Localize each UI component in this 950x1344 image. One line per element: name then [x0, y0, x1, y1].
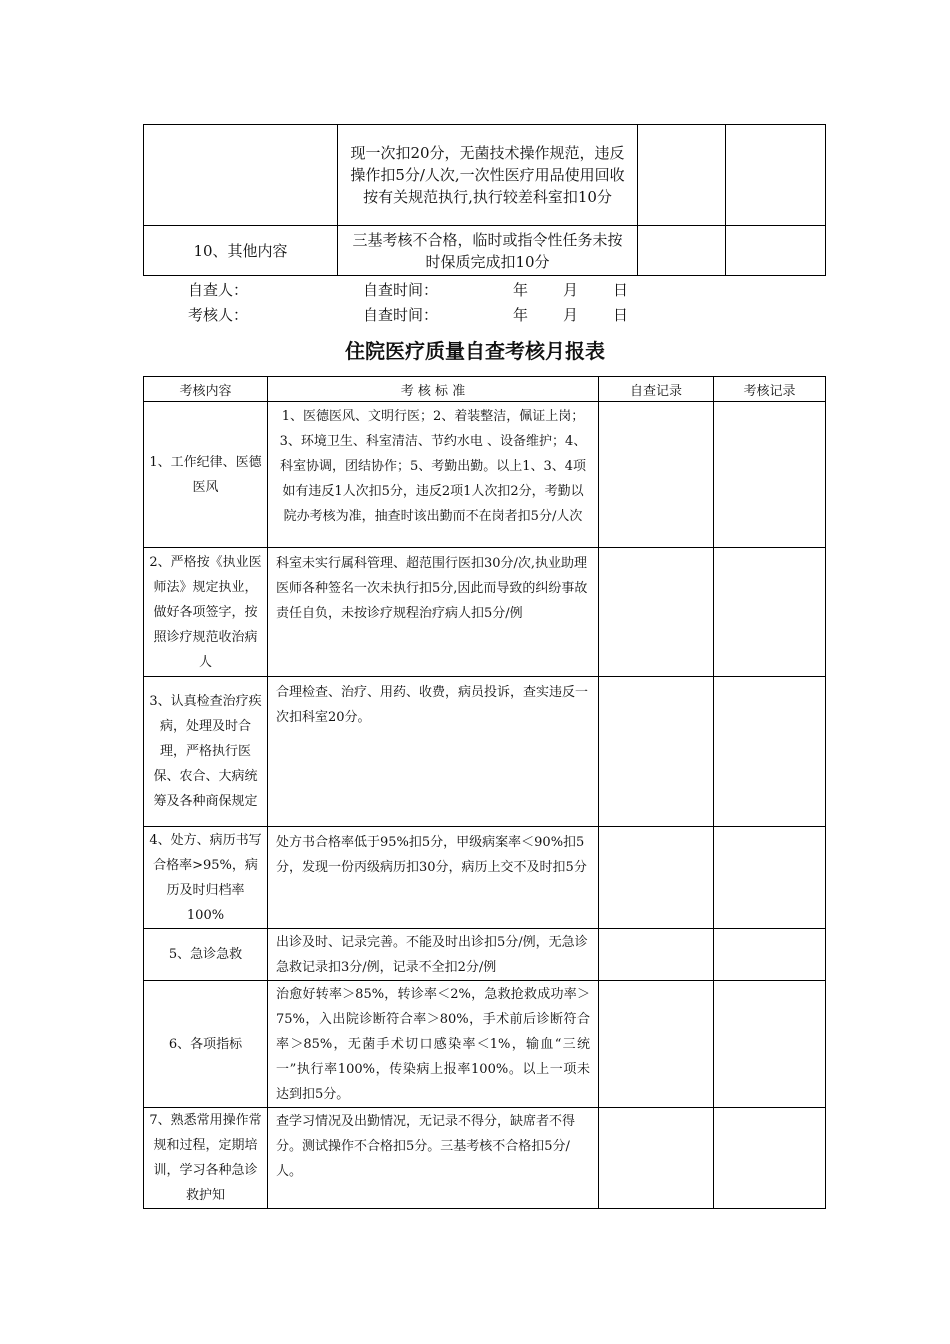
header-assessment-criteria: 考 核 标 准: [268, 377, 599, 402]
item-cell: 1、工作纪律、医德医风: [144, 402, 268, 548]
item-cell: 2、严格按《执业医师法》规定执业，做好各项签字，按照诊疗规范收治病人: [144, 548, 268, 677]
criteria-cell: 合理检查、治疗、用药、收费，病员投诉，查实违反一次扣科室20分。: [268, 677, 599, 827]
review-cell[interactable]: [714, 1108, 826, 1209]
criteria-cell: 科室未实行属科管理、超范围行医扣30分/次,执业助理医师各种签名一次未执行扣5分,因此而导致的纠纷事故责任自负，未按诊疗规程治疗病人扣5分/例: [268, 548, 599, 677]
reviewer-label: 考核人：: [188, 306, 249, 324]
review-cell[interactable]: [714, 402, 826, 548]
review-cell[interactable]: [714, 548, 826, 677]
table-row: [144, 827, 826, 929]
self-checker-label: 自查人：: [188, 281, 249, 299]
review-cell[interactable]: [726, 125, 826, 226]
header-assessment-content: 考核内容: [144, 377, 268, 402]
self-check-cell[interactable]: [599, 929, 714, 981]
report-title: 住院医疗质量自查考核月报表: [345, 339, 605, 363]
self-check-cell[interactable]: [599, 402, 714, 548]
review-cell[interactable]: [714, 677, 826, 827]
table-row: [144, 1108, 826, 1209]
item-cell: 5、急诊急救: [144, 929, 268, 981]
table-row: [144, 677, 826, 827]
criteria-cell: 三基考核不合格，临时或指令性任务未按时保质完成扣10分: [338, 226, 638, 276]
self-check-cell[interactable]: [599, 827, 714, 929]
previous-page-table: [143, 124, 826, 276]
item-cell: 7、熟悉常用操作常规和过程，定期培训，学习各种急诊救护知: [144, 1108, 268, 1209]
review-cell[interactable]: [714, 929, 826, 981]
self-check-cell[interactable]: [599, 981, 714, 1108]
table-row: [144, 981, 826, 1108]
item-cell: 4、处方、病历书写合格率>95%，病历及时归档率100%: [144, 827, 268, 929]
table-row: [144, 125, 826, 226]
item-cell: 3、认真检查治疗疾病，处理及时合理，严格执行医保、农合、大病统筹及各种商保规定: [144, 677, 268, 827]
review-cell[interactable]: [726, 226, 826, 276]
month-label: 月: [563, 306, 579, 324]
criteria-cell: 1、医德医风、文明行医；2、着装整洁，佩证上岗；3、环境卫生、科室清洁、节约水电 、设备维护；4、科室协调，团结协作；5、考勤出勤。以上1、3、4项如有违反1人次扣5分，违反2项1人次扣2分，考勤以院办考核为准，抽查时该出勤而不在岗者扣5分/人次: [268, 402, 599, 548]
table-row: [144, 402, 826, 548]
criteria-cell: 出诊及时、记录完善。不能及时出诊扣5分/例，无急诊急救记录扣3分/例，记录不全扣2分/例: [268, 929, 599, 981]
self-check-cell[interactable]: [599, 548, 714, 677]
table-row: [144, 226, 826, 276]
criteria-cell: 治愈好转率＞85%，转诊率＜2%，急救抢救成功率＞75%，入出院诊断符合率＞80%，手术前后诊断符合率＞85%，无菌手术切口感染率＜1%，输血“三统一”执行率100%，传染病上报率100%。以上一项未达到扣5分。: [268, 981, 599, 1108]
item-cell: 6、各项指标: [144, 981, 268, 1108]
day-label: 日: [613, 281, 629, 299]
self-check-cell[interactable]: [638, 125, 726, 226]
header-self-check-record: 自查记录: [599, 377, 714, 402]
review-cell[interactable]: [714, 827, 826, 929]
table-row: [144, 548, 826, 677]
self-check-time-label: 自查时间：: [363, 281, 439, 299]
self-check-cell[interactable]: [599, 1108, 714, 1209]
year-label: 年: [513, 281, 529, 299]
item-cell: [144, 125, 338, 226]
criteria-cell: 处方书合格率低于95%扣5分，甲级病案率＜90%扣5分，发现一份丙级病历扣30分，病历上交不及时扣5分: [268, 827, 599, 929]
year-label: 年: [513, 306, 529, 324]
header-row: [144, 377, 826, 402]
criteria-cell: 现一次扣20分，无菌技术操作规范，违反操作扣5分/人次,一次性医疗用品使用回收按有关规范执行,执行较差科室扣10分: [338, 125, 638, 226]
self-check-cell[interactable]: [599, 677, 714, 827]
self-check-cell[interactable]: [638, 226, 726, 276]
header-review-record: 考核记录: [714, 377, 826, 402]
review-cell[interactable]: [714, 981, 826, 1108]
table-row: [144, 929, 826, 981]
report-table: [143, 376, 826, 1209]
criteria-cell: 查学习情况及出勤情况，无记录不得分，缺席者不得分。测试操作不合格扣5分。三基考核不合格扣5分/人。: [268, 1108, 599, 1209]
day-label: 日: [613, 306, 629, 324]
review-time-label: 自查时间：: [363, 306, 439, 324]
month-label: 月: [563, 281, 579, 299]
item-cell: 10、其他内容: [144, 226, 338, 276]
